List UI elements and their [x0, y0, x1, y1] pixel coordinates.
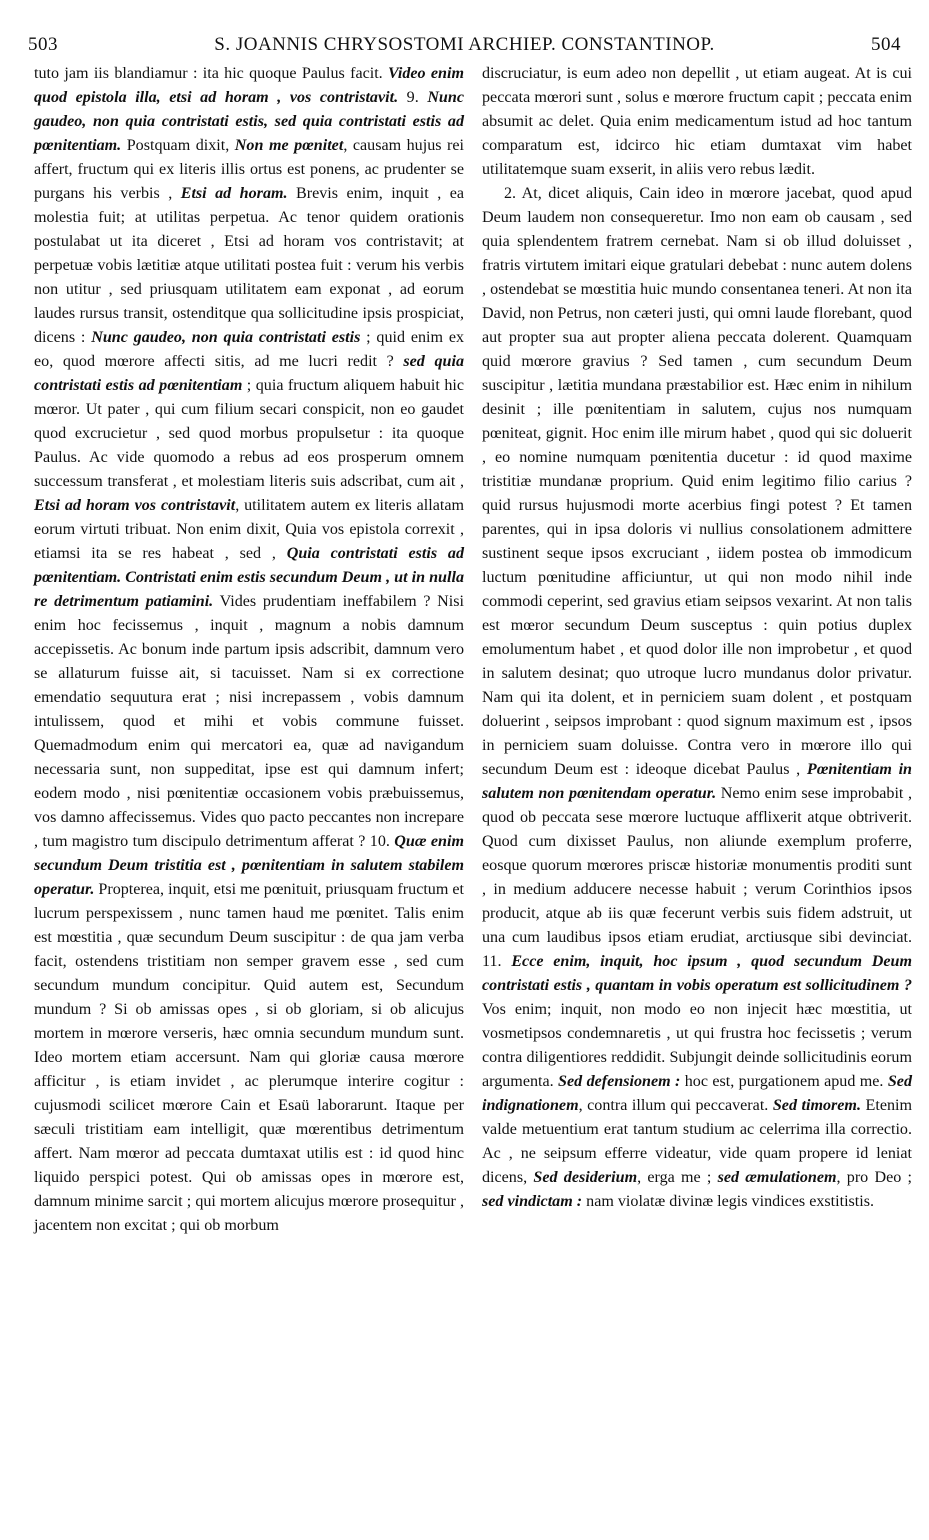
running-header	[28, 28, 901, 62]
text-run: tuto jam iis blandiamur : ita hic quoque Paulus facit.	[34, 65, 389, 82]
text-run: hoc est, purgationem apud me.	[680, 1073, 888, 1090]
scripture-quote: Ecce enim, inquit, hoc ipsum , quod secundum Deum contristati estis , quantam in vobis operatum est sollicitudinem ?	[482, 953, 912, 994]
scripture-quote: Sed desiderium	[533, 1169, 638, 1186]
text-run: 9.	[398, 89, 428, 106]
scripture-quote: Sed timorem.	[772, 1097, 861, 1114]
text-run: Postquam dixit,	[121, 137, 235, 154]
text-run: Etenim valde metuentium erat tantum studium ac celerrima illa correctio. Ac , ne seipsum efferre videatur, vide quam propere id leniat dicens,	[482, 1097, 912, 1186]
text-run: Vos enim; inquit, non modo eo non injecit hæc mœstitia, ut vosmetipsos condemnaretis , ut qui frustra hoc fecissetis ; verum contra diligentiores reddidit. Subjungit deinde sollicitudinis eorum argumenta.	[482, 1001, 912, 1090]
text-run: ; quid enim ex eo, quod mœrore affecti sitis, ad me lucri redit ?	[34, 329, 465, 370]
scripture-quote: Non me pœnitet	[234, 137, 344, 154]
left-column	[34, 62, 464, 1238]
scripture-quote: Nunc gaudeo, non quia contristati estis	[91, 329, 361, 346]
scripture-quote: Nunc gaudeo, non quia contristati estis, sed quia contristati estis ad pœnitentiam.	[34, 89, 464, 154]
scripture-quote: Etsi ad horam.	[180, 185, 288, 202]
text-run: discruciatur, is eum adeo non depellit , ut etiam augeat. At is cui peccata mœrori sunt , solus e mœrore fructum capit ; peccata enim absumit ac delet. Quia enim medicamentum istud ad hoc tantum comparatum est, idcirco hic etiam dumtaxat vim habet utilitatemque suam exserit, in aliis vero rebus lædit.	[482, 65, 912, 178]
text-run: Nemo enim sese improbabit , quod ob peccata sese mœrore luctuque afflixerit atque obtriverit. Quod cum dixisset Paulus, non aliunde exemplum proferre, eosque quorum mœrores priscæ historiæ monumentis proditi sunt , in medium adducere necesse habuit ; verum Corinthios ipsos producit, atque ab iis quæ fecerunt verbis suis fidem adstruit, ut una cum laudibus ipsos etiam erudiat, arctiusque sibi devinciat. 11.	[482, 785, 912, 970]
running-title: S. JOANNIS CHRYSOSTOMI ARCHIEP. CONSTANTINOP.	[214, 34, 715, 55]
text-run: , erga me ;	[637, 1169, 718, 1186]
scripture-quote: sed æmulationem	[717, 1169, 837, 1186]
left-page-number: 503	[28, 34, 58, 55]
left-column-paragraph	[34, 62, 464, 1238]
text-run: nam violatæ divinæ legis vindices exstitistis.	[582, 1193, 875, 1210]
right-column	[482, 62, 912, 1214]
text-run: ; quia fructum aliquem habuit hic mœror. Ut pater , qui cum filium secari conspicit, non eo gaudet quod excrucietur , sed quod morbus propulsetur : ita quoque Paulus. Ac vide quomodo a rebus ad eos prosperum omnem successum transferat , et molestiam literis suis adscribat, cum ait ,	[34, 377, 464, 490]
text-run: , contra illum qui peccaverat.	[578, 1097, 773, 1114]
text-run: Brevis enim, inquit , ea molestia fuit; at utilitas perpetua. Ac tenor quidem orationis postulabat ut ita diceret , Etsi ad horam vos contristavit; at perpetuæ vobis lætitiæ atque utilitati postea fuit : verum his verbis non utitur , sed priusquam utilitatem eam exponat , ad eorum laudes rursus transit, ostenditque qua sollicitudine ipsis prospiciat, dicens :	[34, 185, 465, 346]
scripture-quote: Sed indignationem	[482, 1073, 912, 1114]
scripture-quote: sed quia contristati estis ad pœnitentiam	[34, 353, 464, 394]
text-run: Vides prudentiam ineffabilem ? Nisi enim hoc fecissemus , inquit , magnum a nobis damnum accepissetis. Ac bonum inde partum ipsis adscribit, damnum vero se allaturum fuisse ait, si tacuisset. Nam si ex correctione emendatio sequutura erat ; nisi increpassem , vobis damnum intulissem, quod et mihi et vobis commune fuisset. Quemadmodum enim qui mercatori ea, quæ ad navigandum necessaria sunt, non suppeditat, ipse est qui damnum infert; eodem modo , nisi pœnitentiæ occasionem vobis præbuissemus, vos damno affecissemus. Vides quo pacto peccantes non increpare , tum magistro tum discipulo detrimentum afferat ? 10.	[34, 593, 464, 850]
right-column-paragraph-1	[482, 62, 912, 182]
scripture-quote: Quæ enim secundum Deum tristitia est , pœnitentiam in salutem stabilem operatur.	[34, 833, 464, 898]
text-run: Propterea, inquit, etsi me pœnituit, priusquam fructum et lucrum perspexissem , nunc tamen haud me pœnitet. Talis enim est mœstitia , quæ secundum Deum suscipitur : de qua jam verba facit, ostendens tristitiam non semper gravem esse , sed cum secundum mundum concipitur. Quid autem est, Secundum mundum ? Si ob amissas opes , si ob gloriam, si ob alicujus mortem in mœrore verseris, hæc omnia secundum mundum sunt. Ideo mortem etiam accersunt. Nam qui gloriæ causa mœrore afficitur , is etiam invidet , ac plerumque interire cogitur : cujusmodi scilicet mœrore Cain et Esaü laborarunt. Itaque per sæculi tristitiam eam intelligit, quæ mœrentibus detrimentum affert. Nam mœror ad peccata dumtaxat utilis est : id quod hinc liquido perspici potest. Qui ob amissas opes in mœrore est, damnum minime sarcit ; qui mortem alicujus mœrore prosequitur , jacentem non excitat ; qui ob morbum	[34, 881, 465, 1234]
scripture-quote: Video enim quod epistola illa, etsi ad horam , vos contristavit.	[34, 65, 464, 106]
text-run: , causam hujus rei affert, fructum qui ex literis illis ortus est ponens, ac prudenter se purgans his verbis ,	[34, 137, 465, 202]
text-run: , utilitatem autem ex literis allatam eorum virtuti tribuat. Non enim dixit, Quia vos epistola correxit , etiamsi ita se res habeat , sed ,	[34, 497, 464, 562]
scripture-quote: sed vindictam :	[482, 1193, 583, 1210]
scripture-quote: Quia contristati estis ad pœnitentiam. Contristati enim estis secundum Deum , ut in nulla re detrimentum patiamini.	[34, 545, 464, 610]
right-column-paragraph-2	[482, 182, 912, 1214]
scripture-quote: Pœnitentiam in salutem non pœnitendam operatur.	[482, 761, 912, 802]
right-page-number: 504	[871, 34, 901, 55]
text-run: 2. At, dicet aliquis, Cain ideo in mœrore jacebat, quod apud Deum laudem non consequeretur. Imo non eam ob causam , sed quia splendentem fratrem cernebat. Nam si ob illud doluisset , fratris virtutem imitari eique gratulari debebat : nunc autem dolens , ostendebat se mœstitia huic mundo consentanea teneri. At non ita David, non Petrus, non cæteri justi, qui omni laude florebant, quod aut propter sua aut propter aliena peccata dolerent. Quamquam quid mœrore gravius ? Sed tamen , cum secundum Deum suscipitur , lætitia mundana præstabilior est. Hæc enim in nihilum desinit ; ille pœnitentiam in salutem, cujus nos numquam pœniteat, gignit. Hoc enim ille mirum habet , quod qui sic doluerit , eo nomine numquam pœnitentia ducetur : id quod maxime tristitiæ mundanæ proprium. Quid enim legitimo filio carius ? quid rursus hujusmodi morte acerbius fingi potest ? Et tamen parentes, qui in ipsa doloris vi nullius consolationem admittere sustinent seque ipsos excruciant , iidem postea ob immodicum luctum pœnitudine afficiuntur, ut qui non modo nihil inde commodi ceperint, sed gravius etiam seipsos vexarint. At non talis est mœror secundum Deum susceptus : quin potius duplex emolumentum habet , et quod dolor ille non improbetur , et quod in salutem desinat; quo utroque lucro mundanus dolor privatur. Nam qui ita dolent, et in perniciem suam dolent , et postquam doluerint , seipsos improbant : quod signum maximum est , ipsos in perniciem suam doluisse. Contra vero in mœrore illo qui secundum Deum est : ideoque dicebat Paulus ,	[482, 185, 912, 778]
text-run: , pro Deo ;	[836, 1169, 912, 1186]
scripture-quote: Sed defensionem :	[558, 1073, 681, 1090]
scripture-quote: Etsi ad horam vos contristavit	[34, 497, 236, 514]
